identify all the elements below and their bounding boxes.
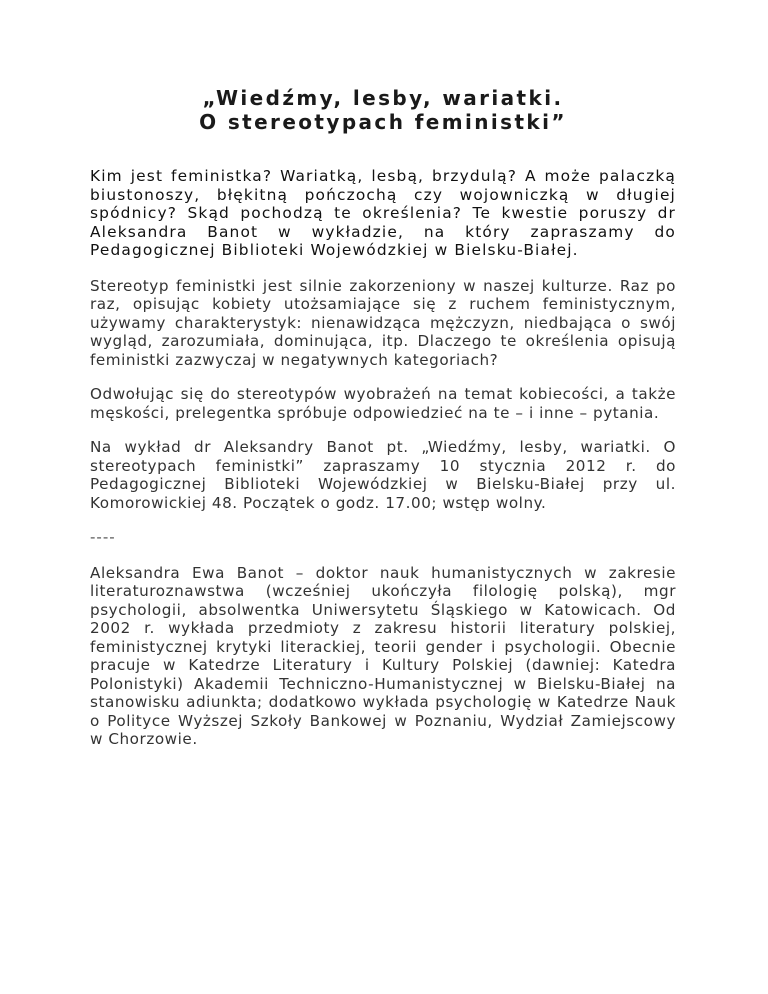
paragraph-invitation: Na wykład dr Aleksandry Banot pt. „Wiedźmy, lesby, wariatki. O stereotypach feministki” zapraszamy 10 stycznia 2012 r. do Pedagogicznej Biblioteki Wojewódzkiej w Bielsku-Białej przy ul. Komorowickiej 48. Początek o godz. 17.00; wstęp wolny. [90, 438, 676, 512]
document-title [90, 86, 676, 134]
title-line-1: „Wiedźmy, lesby, wariatki. [202, 86, 564, 110]
paragraph-questions: Odwołując się do stereotypów wyobrażeń na temat kobiecości, a także męskości, prelegentka spróbuje odpowiedzieć na te – i inne – pytania. [90, 385, 676, 422]
lead-paragraph: Kim jest feministka? Wariatką, lesbą, brzydulą? A może palaczką biustonoszy, błękitną pończochą czy wojowniczką w długiej spódnicy? Skąd pochodzą te określenia? Te kwestie poruszy dr Aleksandra Banot w wykładzie, na który zapraszamy do Pedagogicznej Biblioteki Wojewódzkiej w Bielsku-Białej. [90, 167, 676, 260]
document-page [90, 86, 676, 765]
title-line-2: O stereotypach feministki” [199, 110, 567, 134]
paragraph-stereotype: Stereotyp feministki jest silnie zakorzeniony w naszej kulturze. Raz po raz, opisując kobiety utożsamiające się z ruchem feministycznym, używamy charakterystyk: nienawidząca mężczyzn, niedbająca o swój wygląd, zarozumiała, dominująca, itp. Dlaczego te określenia opisują feministki zazwyczaj w negatywnych kategoriach? [90, 276, 676, 369]
paragraph-bio: Aleksandra Ewa Banot – doktor nauk humanistycznych w zakresie literaturoznawstwa (wcześniej ukończyła filologię polską), mgr psychologii, absolwentka Uniwersytetu Śląskiego w Katowicach. Od 2002 r. wykłada przedmioty z zakresu historii literatury polskiej, feministycznej krytyki literackiej, teorii gender i psychologii. Obecnie pracuje w Katedrze Literatury i Kultury Polskiej (dawniej: Katedra Polonistyki) Akademii Techniczno-Humanistycznej w Bielsku-Białej na stanowisku adiunkta; dodatkowo wykłada psychologię w Katedrze Nauk o Polityce Wyższej Szkoły Bankowej w Poznaniu, Wydział Zamiejscowy w Chorzowie. [90, 563, 676, 749]
separator: ---- [90, 528, 116, 547]
